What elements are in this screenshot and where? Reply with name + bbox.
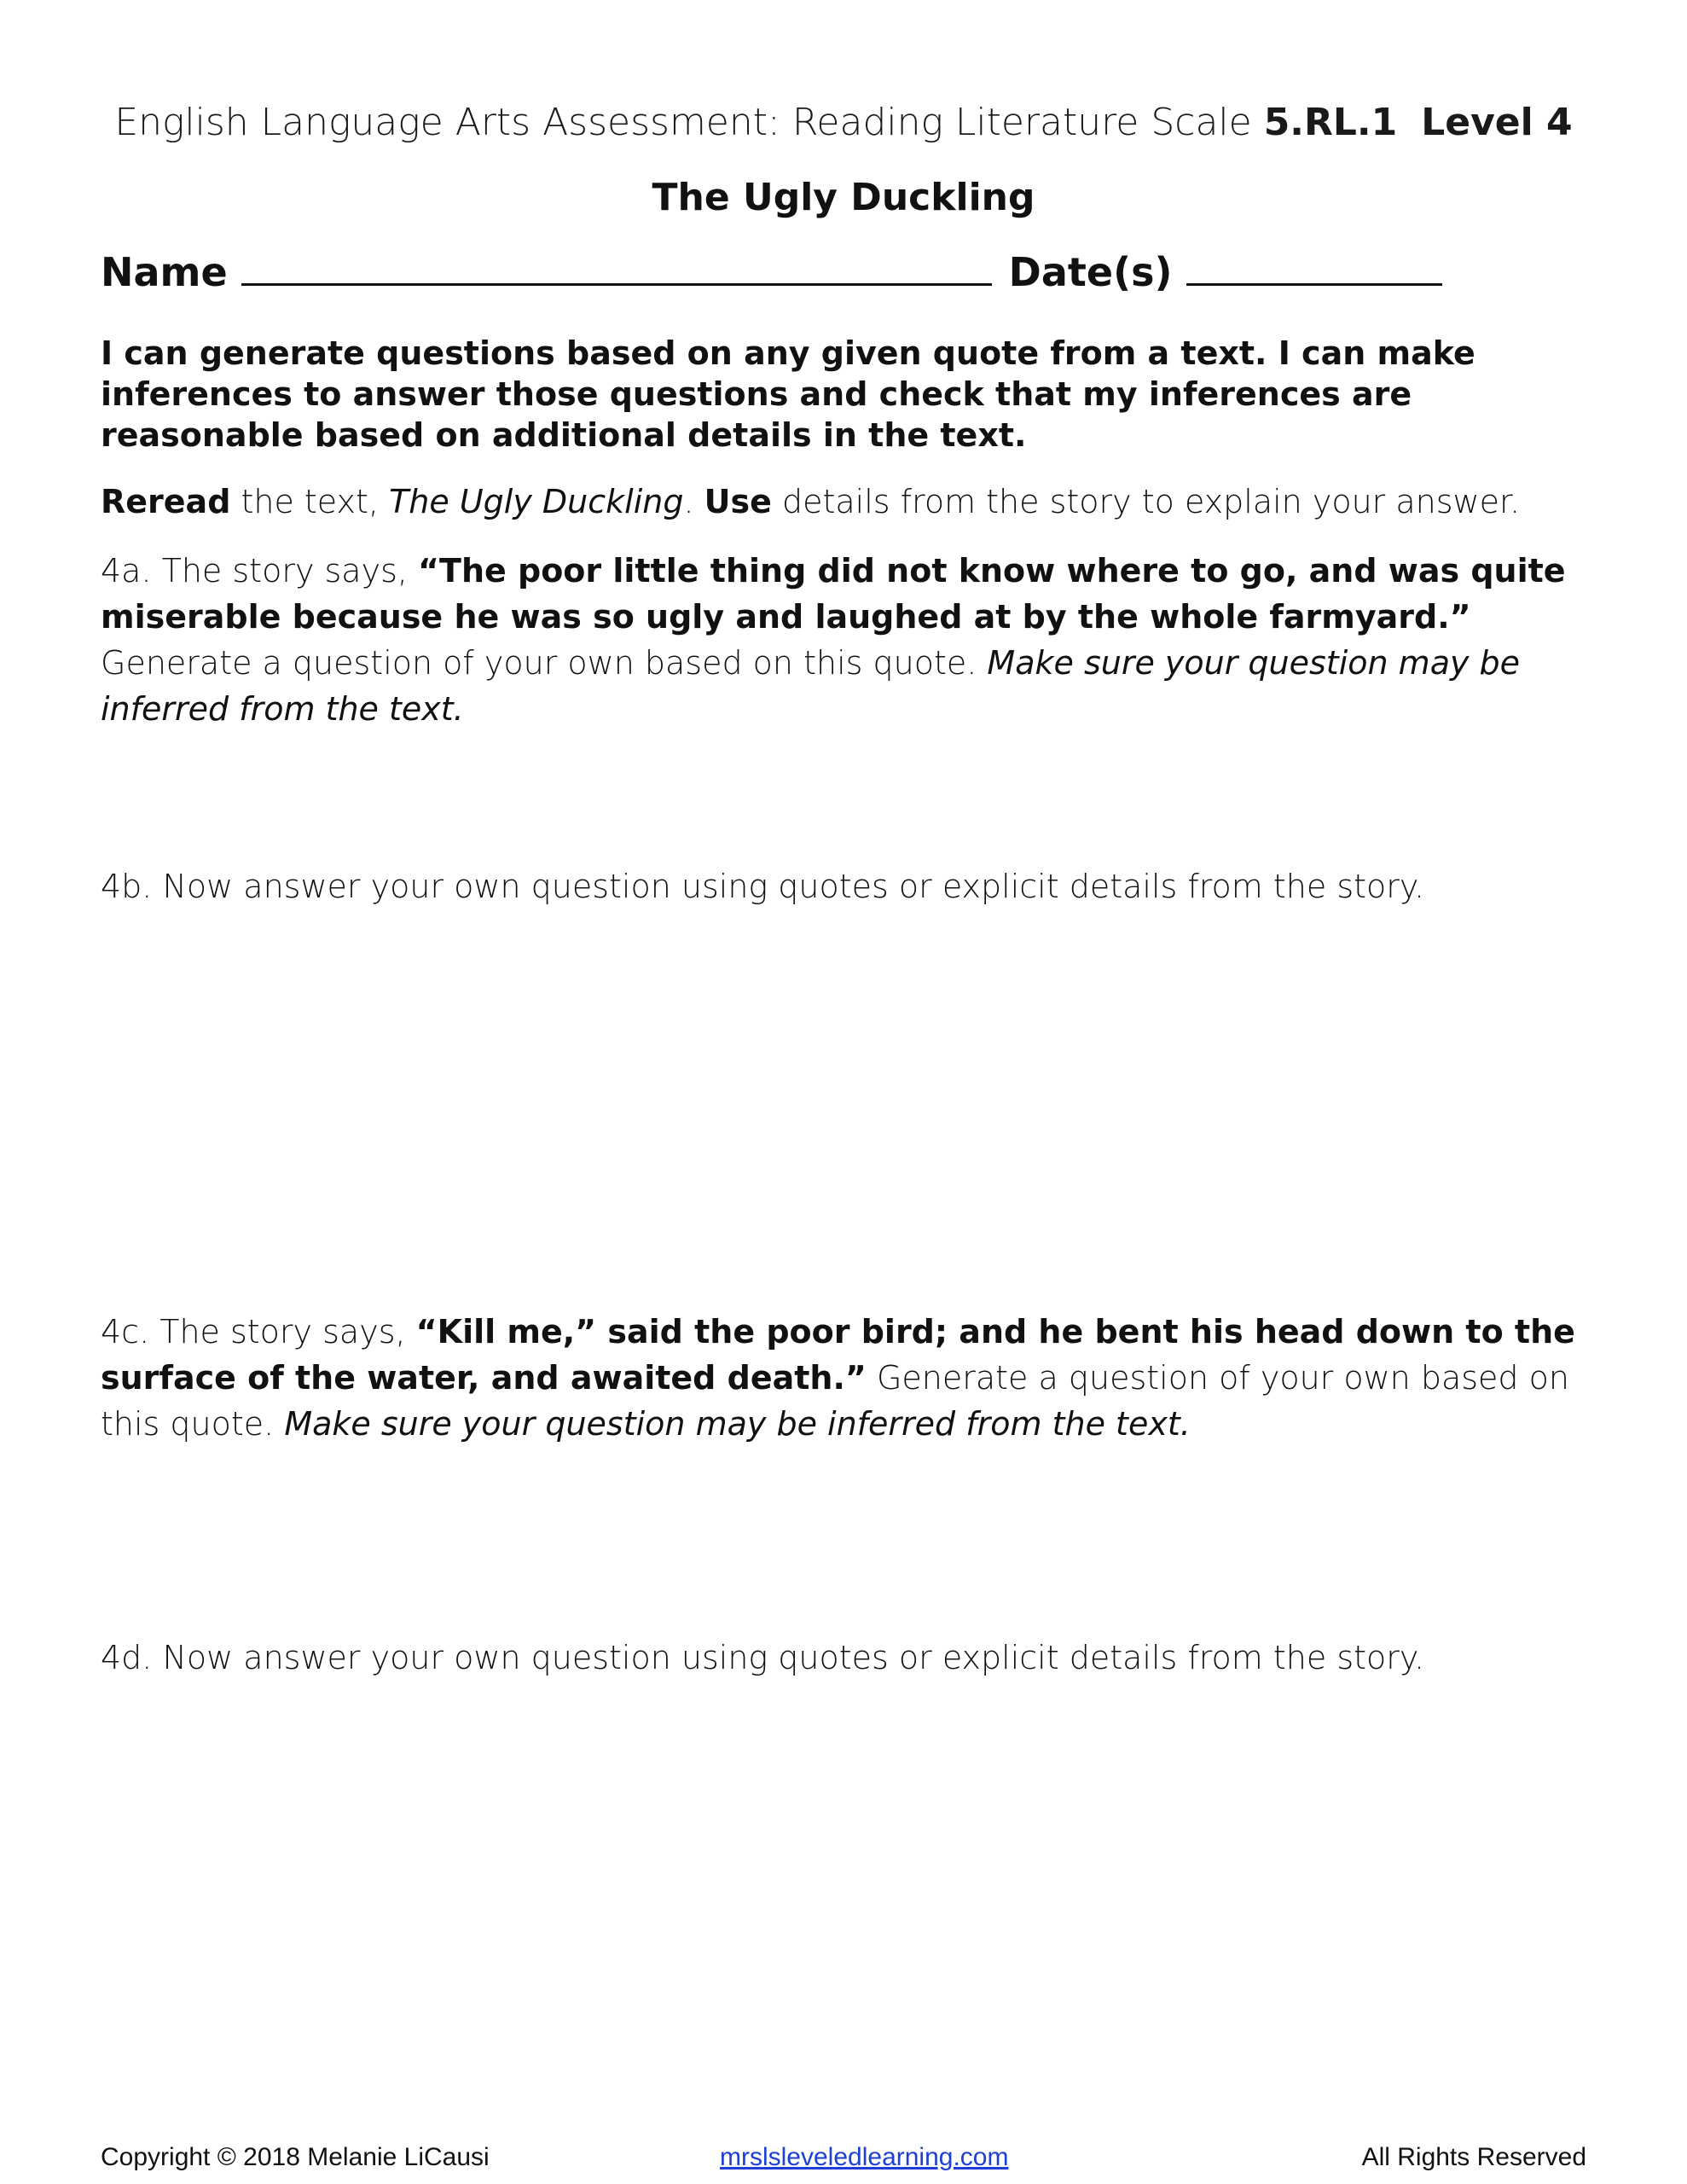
name-field[interactable] — [241, 273, 992, 286]
answer-area-4a[interactable] — [101, 700, 1585, 845]
story-title: The Ugly Duckling — [652, 176, 1035, 219]
name-date-row — [101, 249, 1442, 295]
q4a-note: Make sure your question may be inferred from the text. — [101, 644, 1521, 728]
learning-target: I can generate questions based on any given quote from a text. I can make inferences to answer those questions and check that my inferences are reasonable based on additional details in the text. — [101, 334, 1475, 454]
level-label: Level 4 — [1421, 101, 1573, 144]
directions — [101, 481, 1602, 522]
q4a-prompt: Generate a question of your own based on this quote. — [101, 644, 988, 682]
date-field[interactable] — [1186, 273, 1442, 286]
directions-period: . — [683, 483, 704, 520]
question-4b: 4b. Now answer your own question using quotes or explicit details from the story. — [101, 868, 1425, 905]
header-prefix: English Language Arts Assessment: Reading Literature Scale — [114, 101, 1264, 144]
standard-code: 5.RL.1 — [1263, 101, 1398, 144]
directions-title: The Ugly Duckling — [389, 483, 684, 520]
directions-rest: details from the story to explain your answer. — [771, 483, 1521, 520]
name-label: Name — [101, 249, 228, 295]
q4c-note: Make sure your question may be inferred from the text. — [284, 1405, 1191, 1443]
directions-use: Use — [704, 483, 772, 520]
answer-area-4c[interactable] — [101, 1459, 1585, 1621]
date-label: Date(s) — [1008, 249, 1173, 295]
directions-reread: Reread — [101, 483, 231, 520]
q4c-prompt: Generate a question of your own based on this quote. — [101, 1359, 1569, 1443]
answer-area-4d[interactable] — [101, 1698, 1585, 2107]
assessment-header — [0, 101, 1687, 144]
q4c-lead: 4c. The story says, — [101, 1313, 416, 1350]
q4a-lead: 4a. The story says, — [101, 552, 419, 590]
page-footer — [101, 2140, 1586, 2184]
q4a-quote: “The poor little thing did not know where to go, and was quite miserable because he was so ugly and laughed at by the whole farmyard.” — [101, 552, 1566, 636]
q4c-quote: “Kill me,” said the poor bird; and he bent his head down to the surface of the water, and awaited death.” — [101, 1313, 1575, 1397]
footer-rights: All Rights Reserved — [1361, 2143, 1586, 2171]
directions-the-text: the text, — [230, 483, 390, 520]
footer-website-link[interactable]: mrslsleveledlearning.com — [720, 2143, 1009, 2171]
question-4c — [101, 1309, 1602, 1447]
answer-area-4b[interactable] — [101, 921, 1585, 1288]
footer-copyright: Copyright © 2018 Melanie LiCausi — [101, 2143, 490, 2171]
question-4d: 4d. Now answer your own question using quotes or explicit details from the story. — [101, 1639, 1425, 1676]
